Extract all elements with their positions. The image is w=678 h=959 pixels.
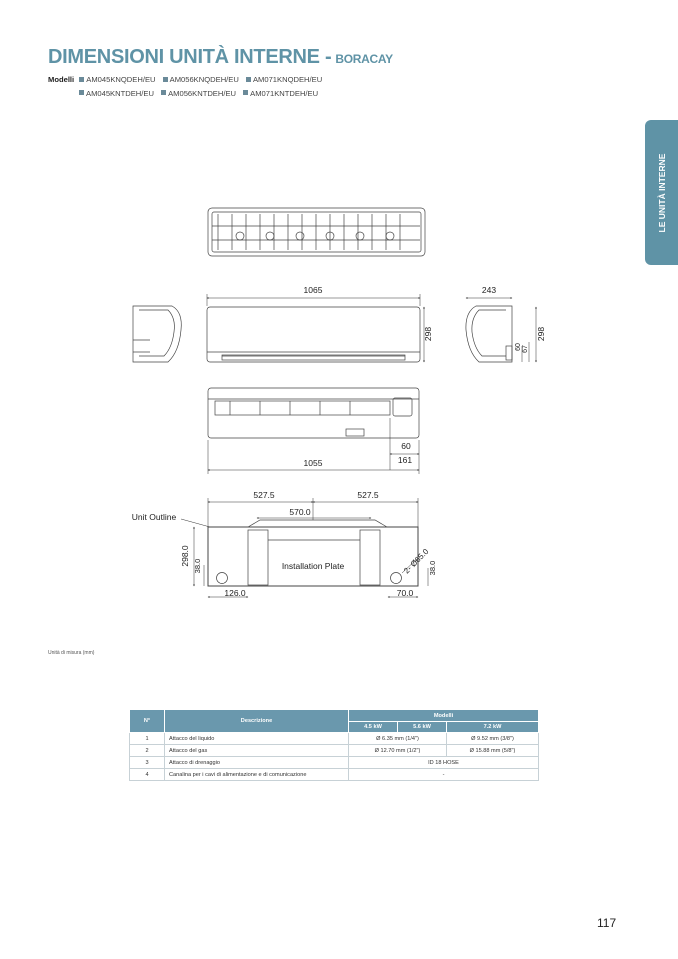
row-small: Ø 6.35 mm (1/4") (349, 733, 447, 745)
dim-bottom-60: 60 (401, 441, 411, 451)
title-sub: BORACAY (335, 52, 393, 66)
connections-table (129, 709, 539, 781)
unit-outline-label: Unit Outline (131, 512, 177, 522)
table-row (130, 745, 539, 757)
unit-right-side-view (466, 306, 512, 362)
row-desc: Attacco del liquido (165, 733, 349, 745)
dim-height-front: 298 (423, 326, 433, 342)
model-item: AM071KNTDEH/EU (243, 89, 318, 98)
dim-height-side: 298 (536, 326, 546, 342)
dim-plate-left-38: 38.0 (193, 558, 202, 574)
row-no: 4 (130, 769, 165, 781)
dim-plate-126: 126.0 (224, 588, 246, 598)
col-header-5-6kw: 5.6 kW (398, 722, 447, 733)
dim-plate-left-half: 527.5 (253, 490, 275, 500)
col-header-4-5kw: 4.5 kW (349, 722, 398, 733)
row-no: 2 (130, 745, 165, 757)
dim-plate-holes: 2- Ø65.0 (402, 547, 431, 576)
installation-plate-label: Installation Plate (281, 561, 345, 571)
row-desc: Attacco di drenaggio (165, 757, 349, 769)
dim-bottom-161: 161 (397, 455, 413, 465)
title-main: DIMENSIONI UNITÀ INTERNE - (48, 46, 332, 68)
dim-depth-side: 243 (481, 285, 497, 295)
row-all: ID 18 HOSE (349, 757, 539, 769)
model-item: AM056KNTDEH/EU (161, 89, 236, 98)
page-number: 117 (597, 916, 617, 930)
col-header-7-2kw: 7.2 kW (447, 722, 539, 733)
model-item: AM071KNQDEH/EU (246, 75, 322, 84)
row-small: Ø 12.70 mm (1/2") (349, 745, 447, 757)
installation-plate-outline (208, 520, 418, 586)
table-row (130, 769, 539, 781)
table-row (130, 733, 539, 745)
dim-plate-right-half: 527.5 (357, 490, 379, 500)
dim-plate-70: 70.0 (396, 588, 414, 598)
side-tab-label: LE UNITÀ INTERNE (656, 153, 667, 232)
row-large: Ø 15.88 mm (5/8") (447, 745, 539, 757)
dim-plate-height: 298.0 (180, 545, 190, 567)
dim-plate-center: 570.0 (289, 507, 311, 517)
row-desc: Attacco del gas (165, 745, 349, 757)
unit-top-view (208, 208, 425, 256)
models-label: Modelli (48, 75, 75, 84)
unit-front-view (207, 307, 420, 362)
dim-plate-right-38: 38.0 (428, 560, 437, 576)
table-row (130, 757, 539, 769)
col-header-desc: Descrizione (165, 710, 349, 733)
unit-left-side-view (133, 306, 181, 362)
dim-side-60: 60 (515, 343, 522, 351)
col-header-models: Modelli (349, 710, 539, 722)
dim-width-top: 1065 (303, 285, 323, 295)
row-all: - (349, 769, 539, 781)
row-no: 3 (130, 757, 165, 769)
row-large: Ø 9.52 mm (3/8") (447, 733, 539, 745)
dim-width-bottom: 1055 (303, 458, 323, 468)
row-no: 1 (130, 733, 165, 745)
model-item: AM045KNQDEH/EU (79, 75, 155, 84)
unit-bottom-view (208, 388, 419, 438)
model-item: AM056KNQDEH/EU (163, 75, 239, 84)
model-item: AM045KNTDEH/EU (79, 89, 154, 98)
dim-side-67: 67 (522, 345, 529, 353)
col-header-no: N° (130, 710, 165, 733)
unit-note: Unità di misura (mm) (48, 650, 95, 656)
row-desc: Canalina per i cavi di alimentazione e di comunicazione (165, 769, 349, 781)
